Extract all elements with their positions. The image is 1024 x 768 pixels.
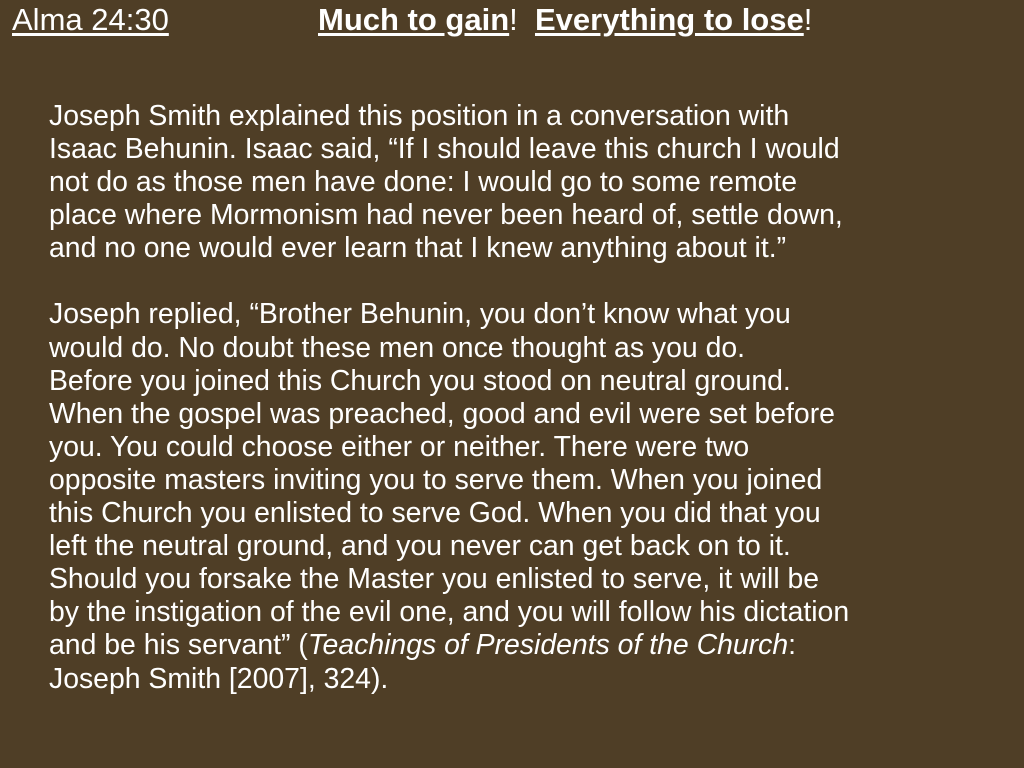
paragraph-reply xyxy=(49,298,1019,695)
title-much-to-gain: Much to gain xyxy=(318,2,510,37)
citation-prefix: and be his servant” ( xyxy=(49,629,308,662)
text-line-citation-end: Joseph Smith [2007], 324). xyxy=(49,662,389,695)
text-line: Before you joined this Church you stood on neutral ground. xyxy=(49,364,791,397)
text-line: opposite masters inviting you to serve them. When you joined xyxy=(49,463,823,496)
text-line: place where Mormonism had never been heard of, settle down, xyxy=(49,199,843,232)
title-everything-to-lose: Everything to lose xyxy=(535,2,804,37)
paragraph-conversation xyxy=(49,100,1019,265)
text-line: When the gospel was preached, good and evil were set before xyxy=(49,397,835,430)
text-line: would do. No doubt these men once thought as you do. xyxy=(49,331,746,364)
title-separator-1: ! xyxy=(509,2,535,37)
citation-colon: : xyxy=(788,629,797,662)
slide-body xyxy=(49,100,1019,729)
title-separator-2: ! xyxy=(803,2,813,37)
text-line: Joseph replied, “Brother Behunin, you don’t know what you xyxy=(49,298,791,331)
text-line: Isaac Behunin. Isaac said, “If I should leave this church I would xyxy=(49,133,840,166)
text-line-citation xyxy=(49,629,1019,662)
text-line: you. You could choose either or neither. There were two xyxy=(49,430,750,463)
text-line: and no one would ever learn that I knew anything about it.” xyxy=(49,232,787,265)
text-line: Should you forsake the Master you enlisted to serve, it will be xyxy=(49,563,820,596)
citation-book-title: Teachings of Presidents of the Church xyxy=(307,629,789,662)
slide-title xyxy=(318,2,812,38)
text-line: Joseph Smith explained this position in a conversation with xyxy=(49,100,790,132)
text-line: by the instigation of the evil one, and you will follow his dictation xyxy=(49,596,850,629)
text-line: this Church you enlisted to serve God. When you did that you xyxy=(49,497,821,530)
text-line: not do as those men have done: I would go to some remote xyxy=(49,166,798,199)
text-line: left the neutral ground, and you never can get back on to it. xyxy=(49,530,791,563)
scripture-reference: Alma 24:30 xyxy=(12,2,169,37)
